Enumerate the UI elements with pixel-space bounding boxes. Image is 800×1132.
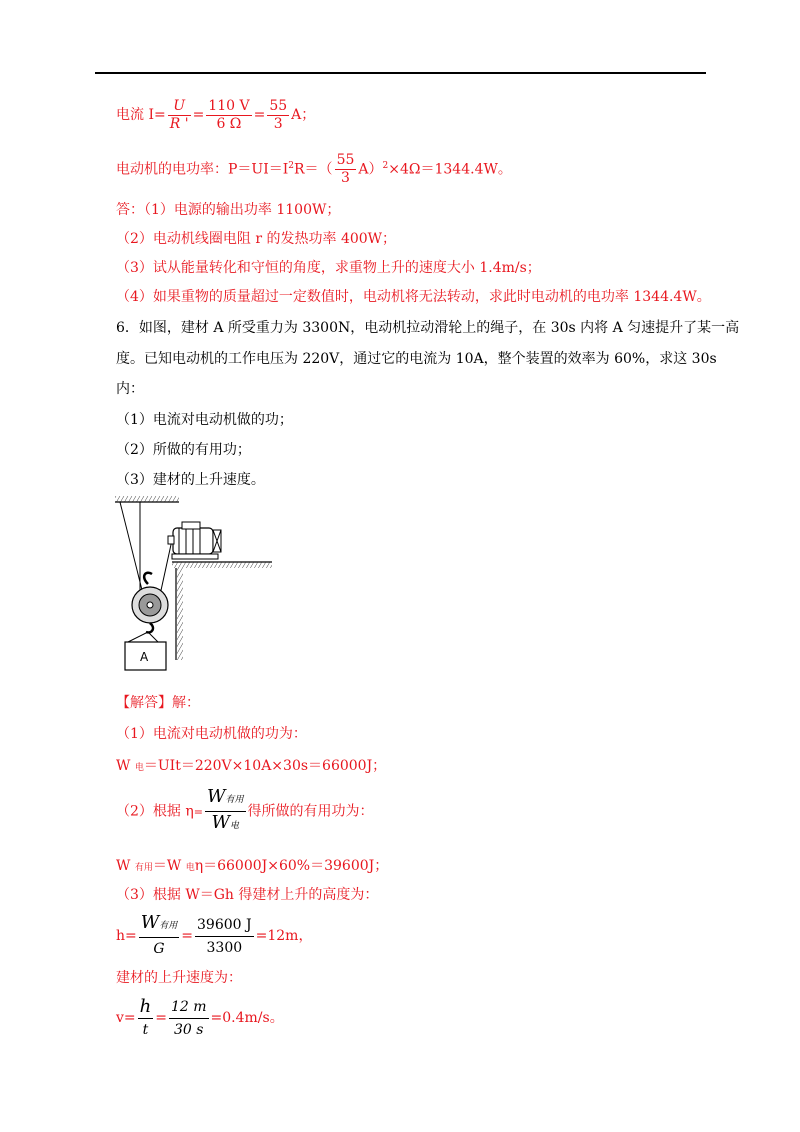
answer-2: （2）电动机线圈电阻 r 的发热功率 400W； (116, 231, 397, 247)
speed-equation: v= $\frac{h}{t}$ = $\frac{12 m}{30 s}$ =0.4m/s。 (116, 992, 284, 1044)
string-right (148, 632, 158, 642)
fraction-55-over-3-power: $\frac{55}{3}$ (336, 152, 355, 187)
current-equation: 电流 I= $\frac{U}{R '}$ = $\frac{110 V}{6 \Omega}$ = $\frac{55}{3}$ A； (116, 97, 316, 132)
fraction-12m-over-30s: $\frac{12 m}{30 s}$ (169, 996, 209, 1041)
fraction-39600-over-3300: $\frac{39600 J}{3300}$ (195, 914, 254, 959)
fraction-h-over-t: $\frac{h}{t}$ (139, 995, 152, 1038)
answer-4: （4）如果重物的质量超过一定数值时，电动机将无法转动，求此时电动机的电功率 1344.4W。 (116, 289, 711, 305)
solution-step1-title: （1）电流对电动机做的功为： (116, 726, 307, 742)
question6-sub3: （3）建材的上升速度。 (116, 472, 265, 488)
question6-sub2: （2）所做的有用功； (116, 442, 251, 458)
answer-1: 答：（1）电源的输出功率 1100W； (116, 202, 341, 218)
motor-icon (168, 522, 221, 559)
fraction-110v-over-6ohm: $\frac{110 V}{6 \Omega}$ (208, 97, 250, 132)
question6-line3: 内： (116, 381, 144, 397)
wall-hatch (177, 568, 183, 660)
solution-step1-equation: W 电＝UIt＝220V×10A×30s＝66000J； (116, 758, 387, 774)
solution-step3-title: （3）根据 W＝Gh 得建材上升的高度为： (116, 887, 379, 903)
fraction-w-over-g: $\frac{\text{W有用}}{G}$ (140, 912, 178, 957)
power-equation: 电动机的电功率：$P=UI=I^2R=$（ $\frac{55}{3}$ A）$^2$×4Ω＝1344.4W。 (116, 152, 512, 187)
fraction-u-over-r: $\frac{U}{R '}$ (169, 97, 189, 132)
solution-header: 【解答】解： (116, 695, 200, 711)
block-a-label: A (140, 650, 149, 664)
solution-step2-formula: （2）根据 η= $\frac{\text{W有用}}{\text{W电}}$ 得所做的有用功为： (116, 786, 374, 837)
question6-line2: 度。已知电动机的工作电压为 220V，通过它的电流为 10A，整个装置的效率为 60%，求这 30s (116, 351, 717, 367)
rope-right (160, 540, 172, 595)
solution-step3-height: h= $\frac{\text{W有用}}{G}$ = $\frac{39600 J}{3300}$ =12m， (116, 910, 312, 962)
shelf-hatch (172, 562, 272, 568)
question6-sub1: （1）电流对电动机做的功； (116, 412, 293, 428)
answer-3: （3）试从能量转化和守恒的角度，求重物上升的速度大小 1.4m/s； (116, 260, 541, 276)
solution-step2-equation: W 有用＝W 电η＝66000J×60%＝39600J； (116, 858, 389, 874)
ceiling-hatch (115, 496, 179, 502)
pulley-diagram (110, 492, 280, 672)
header-rule (95, 72, 706, 74)
fraction-55-over-3: $\frac{55}{3}$ (269, 97, 288, 132)
speed-title: 建材的上升速度为： (116, 970, 242, 986)
question6-line1: 6．如图，建材 A 所受重力为 3300N，电动机拉动滑轮上的绳子，在 30s 内将 A 匀速提升了某一高 (116, 320, 740, 336)
string-left (128, 632, 148, 642)
fraction-efficiency: $\frac{\text{W有用}}{\text{W电}}$ (206, 786, 244, 833)
